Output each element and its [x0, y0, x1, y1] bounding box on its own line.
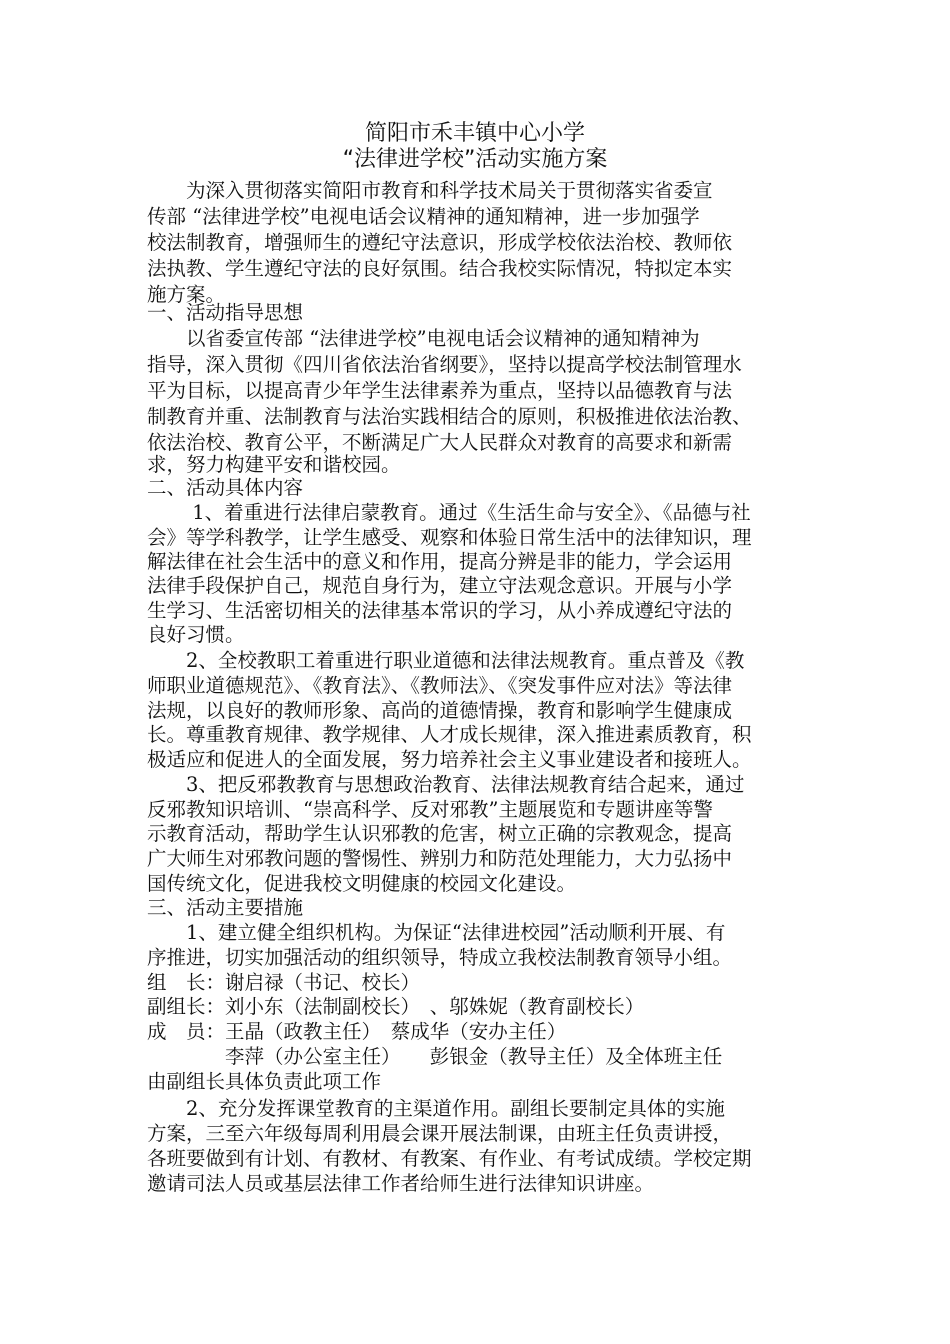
body-line: 长。尊重教育规律、教学规律、人才成长规律，深入推进素质教育，积: [147, 723, 752, 746]
committee-members: 成 员：王晶（政教主任） 蔡成华（安办主任）: [147, 1020, 567, 1043]
section-heading: 一、活动指导思想: [147, 301, 304, 324]
body-line: 解法律在社会生活中的意义和作用，提高分辨是非的能力，学会运用: [147, 550, 733, 573]
body-line: 以省委宣传部 “法律进学校”电视电话会议精神的通知精神为: [147, 327, 700, 350]
body-line: 2、充分发挥课堂教育的主渠道作用。副组长要制定具体的实施: [147, 1097, 725, 1120]
body-line: 国传统文化，促进我校文明健康的校园文化建设。: [147, 872, 577, 895]
committee-members-cont: 李萍（办公室主任） 彭银金（教导主任）及全体班主任: [147, 1045, 723, 1068]
document-title-school: 简阳市禾丰镇中心小学: [364, 121, 585, 146]
body-line: 示教育活动，帮助学生认识邪教的危害，树立正确的宗教观念，提高: [147, 822, 733, 845]
body-line: 序推进，切实加强活动的组织领导，特成立我校法制教育领导小组。: [147, 946, 733, 969]
body-line: 邀请司法人员或基层法律工作者给师生进行法律知识讲座。: [147, 1172, 655, 1195]
body-line: 良好习惯。: [147, 623, 245, 646]
body-line: 为深入贯彻落实简阳市教育和科学技术局关于贯彻落实省委宣: [147, 179, 713, 202]
body-line: 平为目标，以提高青少年学生法律素养为重点，坚持以品德教育与法: [147, 379, 733, 402]
body-line: 指导，深入贯彻《四川省依法治省纲要》，坚持以提高学校法制管理水: [147, 353, 742, 376]
body-line: 1、建立健全组织机构。为保证“法律进校园”活动顺利开展、有: [147, 921, 726, 944]
body-line: 方案，三至六年级每周利用晨会课开展法制课，由班主任负责讲授，: [147, 1122, 733, 1145]
committee-leader: 组 长：谢启禄（书记、校长）: [147, 971, 421, 994]
body-line: 会》等学科教学，让学生感受、观察和体验日常生活中的法律知识，理: [147, 526, 752, 549]
body-line: 传部 “法律进学校”电视电话会议精神的通知精神，进一步加强学: [147, 205, 700, 228]
section-heading: 二、活动具体内容: [147, 476, 304, 499]
body-line: 求，努力构建平安和谐校园。: [147, 453, 401, 476]
body-line: 1、着重进行法律启蒙教育。通过《生活生命与安全》、《品德与社: [147, 501, 751, 524]
body-line: 师职业道德规范》、《教育法》、《教师法》、《突发事件应对法》等法律: [147, 674, 733, 697]
body-line: 极适应和促进人的全面发展，努力培养社会主义事业建设者和接班人。: [147, 748, 752, 771]
body-line: 广大师生对邪教问题的警惕性、辨别力和防范处理能力，大力弘扬中: [147, 847, 733, 870]
body-line: 反邪教知识培训、“崇高科学、反对邪教”主题展览和专题讲座等警: [147, 798, 713, 821]
body-line: 制教育并重、法制教育与法治实践相结合的原则，积极推进依法治教、: [147, 405, 752, 428]
committee-deputy: 副组长：刘小东（法制副校长） 、邬姝妮（教育副校长）: [147, 995, 645, 1018]
section-heading: 三、活动主要措施: [147, 896, 304, 919]
body-line: 由副组长具体负责此项工作: [147, 1070, 382, 1093]
body-line: 法执教、学生遵纪守法的良好氛围。结合我校实际情况，特拟定本实: [147, 257, 733, 280]
body-line: 生学习、生活密切相关的法律基本常识的学习，从小养成遵纪守法的: [147, 599, 733, 622]
document-title-plan: “法律进学校”活动实施方案: [342, 147, 608, 172]
body-line: 法规，以良好的教师形象、高尚的道德情操，教育和影响学生健康成: [147, 699, 733, 722]
body-line: 施方案。: [147, 283, 226, 306]
body-line: 依法治校、教育公平，不断满足广大人民群众对教育的高要求和新需: [147, 431, 733, 454]
body-line: 2、全校教职工着重进行职业道德和法律法规教育。重点普及《教: [147, 649, 745, 672]
body-line: 各班要做到有计划、有教材、有教案、有作业、有考试成绩。学校定期: [147, 1147, 752, 1170]
body-line: 法律手段保护自己，规范自身行为，建立守法观念意识。开展与小学: [147, 574, 733, 597]
body-line: 3、把反邪教教育与思想政治教育、法律法规教育结合起来，通过: [147, 773, 745, 796]
body-line: 校法制教育，增强师生的遵纪守法意识，形成学校依法治校、教师依: [147, 231, 733, 254]
